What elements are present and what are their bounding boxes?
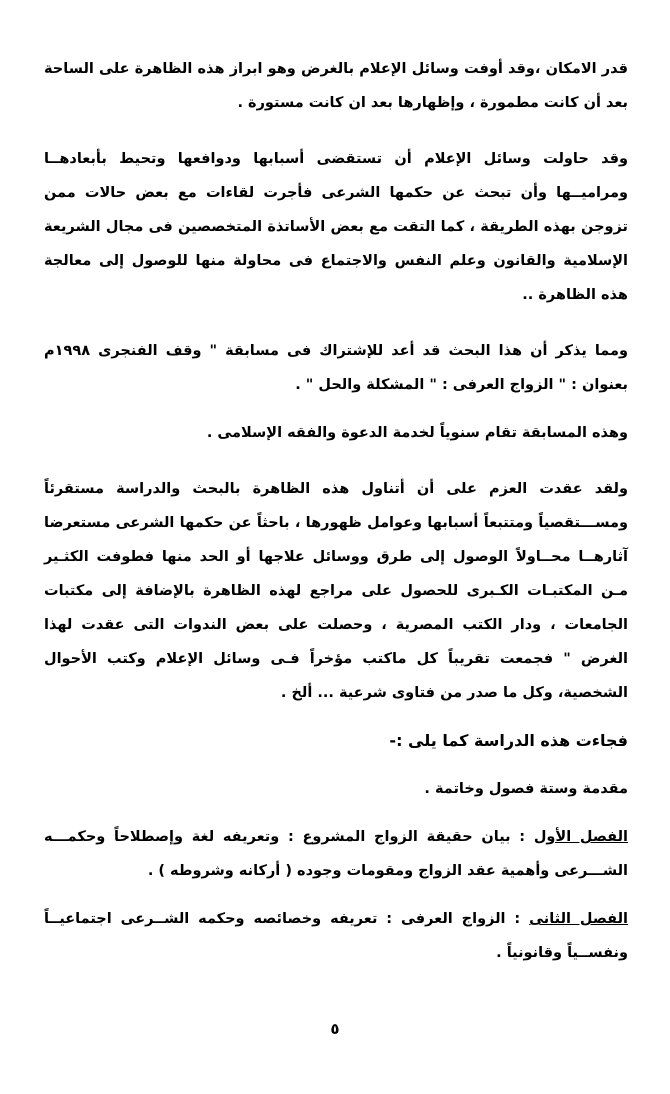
section-heading: فجاءت هذه الدراسة كما يلى :- [389, 731, 628, 750]
paragraph-4: وهذه المسابقة تقام سنوياً لخدمة الدعوة والفقه الإسلامى . [206, 425, 628, 441]
chapter-1 [44, 820, 628, 888]
chapter-2-text: : الزواج العرفى : تعريفه وخصائصه وحكمه الشــرعى اجتماعيــاً ونفســياً وقانونياً . [44, 911, 628, 961]
chapter-1-label: الفصل الأول [533, 829, 628, 845]
chapter-2-label: الفصل الثانى [529, 911, 628, 927]
chapter-2 [44, 902, 628, 970]
intro-line: مقدمة وستة فصول وخاتمة . [424, 781, 628, 797]
page-number: ٥ [330, 1020, 340, 1038]
chapter-1-text: : بيان حقيقة الزواج المشروع : وتعريفه لغة وإصطلاحاً وحكمـــه الشـــرعى وأهمية عقد الزواج ومقومات وجوده ( أركانه وشروطه ) . [44, 829, 628, 879]
paragraph-5: ولقد عقدت العزم على أن أتناول هذه الظاهرة بالبحث والدراسة مستقرئاً ومســـتقصياً ومتتبعاً أسبابها وعوامل ظهورها ، باحثاً عن حكمها الشرعى مستعرضا آثارهــا محــاولاً الوصول إلى طرق ووسائل علاجها أو الحد منها فطوفت الكثـير مـن المكتبـات الكـبرى للحصول على مراجع لهذه الظاهرة بالإضافة إلى مكتبات الجامعات ، ودار الكتب المصرية ، وحصلت على بعض الندوات التى عقدت لهذا الغرض " فجمعت تقريباً كل ماكتب مؤخراً فـى وسائل الإعلام وكتب الأحوال الشخصية، وكل ما صدر من فتاوى شرعية ... ألخ . [44, 481, 628, 701]
paragraph-3: ومما يذكر أن هذا البحث قد أعد للإشتراك فى مسابقة " وقف الفنجرى ١٩٩٨م بعنوان : " الزواج العرفى : " المشكلة والحل " . [44, 343, 628, 393]
paragraph-1: قدر الامكان ،وقد أوفت وسائل الإعلام بالغرض وهو ابراز هذه الظاهرة على الساحة بعد أن كانت مطمورة ، وإظهارها بعد ان كانت مستورة . [44, 61, 628, 111]
document-page [44, 52, 628, 970]
paragraph-2: وقد حاولت وسائل الإعلام أن تستقضى أسبابها ودوافعها وتحيط بأبعادهــا ومراميــها وأن تبحث عن حكمها الشرعى فأجرت لقاءات مع بعض حالات ممن تزوجن بهذه الطريقة ، كما التقت مع بعض الأساتذة المتخصصين فى مجال الشريعة الإسلامية والقانون وعلم النفس والاجتماع فى محاولة منها للوصول إلى معالجة هذه الظاهرة .. [44, 151, 628, 303]
